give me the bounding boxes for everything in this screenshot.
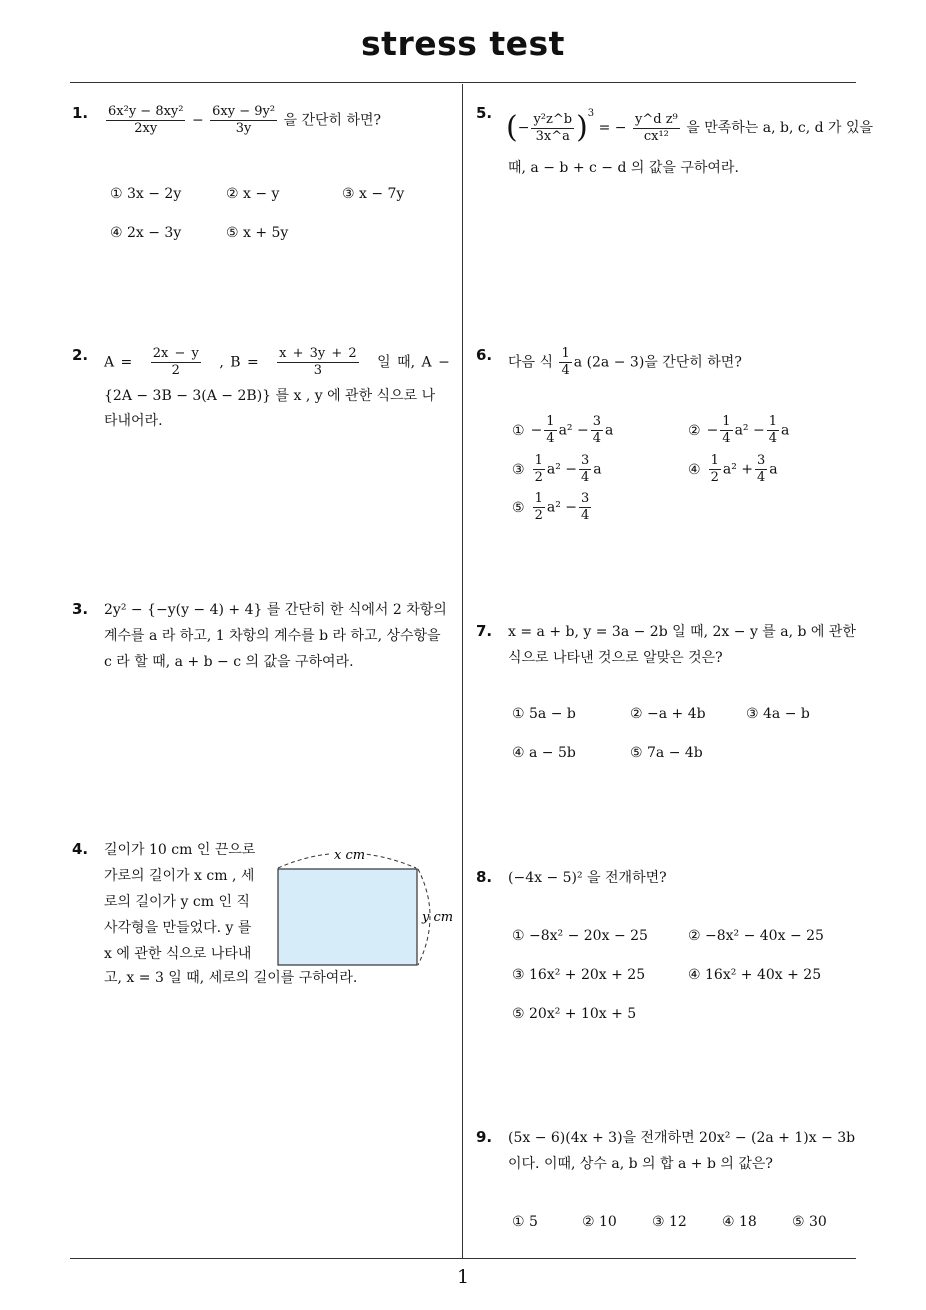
problem-number: 2.	[72, 346, 89, 364]
choice-4[interactable]: ④ a − 5b	[512, 745, 576, 761]
problem-stem: A = $\frac{2x - y}{2}$ , B = $\frac{x + 3y + 2}{3}$ 일 때, A −	[104, 346, 450, 378]
problem-stem-line: 때, a − b + c − d 의 값을 구하여라.	[508, 160, 739, 176]
fraction: $\frac{1}{4}$	[561, 346, 570, 378]
problem-number: 1.	[72, 104, 89, 122]
problem-stem-line: 계수를 a 라 하고, 1 차항의 계수를 b 라 하고, 상수항을	[104, 628, 441, 644]
footer-rule	[70, 1258, 856, 1259]
problem-stem: $\frac{\text{6x²y − 8xy²}}{2xy}$ − $\frac{\text{6xy − 9y²}}{3y}$ 을 간단히 하면?	[108, 104, 382, 136]
right-paren: )	[576, 110, 588, 145]
problem-stem-line: 길이가 10 cm 인 끈으로	[104, 842, 256, 858]
problem-stem-line: c 라 할 때, a + b − c 의 값을 구하여라.	[104, 654, 354, 670]
problem-stem-line: {2A − 3B − 3(A − 2B)} 를 x , y 에 관한 식으로 나	[104, 388, 436, 404]
problem-stem: (− $\frac{\text{y²z\textasciicircum{}b}}{3x\^{}a}$ )$^3$ = − $\frac{\text{y\textasciicircum{}d z⁹}}{\text{cx¹²}}$ 을 만족하는 a, b, c, d 가 있을	[506, 108, 874, 145]
fraction: $\frac{2x - y}{2}$	[152, 346, 199, 378]
choice-4[interactable]: ④ 2x − 3y	[110, 225, 182, 241]
choice-3[interactable]: ③ x − 7y	[342, 186, 405, 202]
choice-5[interactable]: ⑤ 20x² + 10x + 5	[512, 1006, 637, 1022]
choice-5[interactable]: ⑤ 30	[792, 1214, 827, 1230]
rectangle-figure	[270, 842, 462, 970]
choice-3[interactable]: ③ 12	[652, 1214, 687, 1230]
choice-5[interactable]: ⑤ 7a − 4b	[630, 745, 703, 761]
problem-number: 4.	[72, 840, 89, 858]
choice-4[interactable]: ④ 18	[722, 1214, 757, 1230]
problem-number: 3.	[72, 600, 89, 618]
problem-number: 6.	[476, 346, 493, 364]
problem-stem-line: 고, x = 3 일 때, 세로의 길이를 구하여라.	[104, 970, 358, 986]
problem-number: 9.	[476, 1128, 493, 1146]
header-rule	[70, 82, 856, 83]
choice-2[interactable]: ② − $\frac{1}{4}$ a² − $\frac{1}{4}$ a	[688, 414, 790, 446]
height-label: y cm	[422, 910, 454, 925]
rectangle-shape	[278, 869, 417, 965]
choice-1[interactable]: ① − $\frac{1}{4}$ a² − $\frac{3}{4}$ a	[512, 414, 614, 446]
choice-2[interactable]: ② 10	[582, 1214, 617, 1230]
problem-stem-line: 타내어라.	[104, 413, 163, 429]
choice-2[interactable]: ② x − y	[226, 186, 280, 202]
problem-stem-line: 식으로 나타낸 것으로 알맞은 것은?	[508, 650, 723, 666]
choice-1[interactable]: ① −8x² − 20x − 25	[512, 928, 648, 944]
fraction: $\frac{x + 3y + 2}{3}$	[279, 346, 357, 378]
problem-stem-line: 가로의 길이가 x cm , 세	[104, 868, 255, 884]
problem-stem-line: 사각형을 만들었다. y 를	[104, 920, 252, 936]
fraction: $\frac{\text{y²z\textasciicircum{}b}}{3x\^{}a}$	[533, 111, 573, 144]
choice-2[interactable]: ② −a + 4b	[630, 706, 706, 722]
fraction: $\frac{\text{6xy − 9y²}}{3y}$	[212, 104, 276, 136]
choice-4[interactable]: ④ $\frac{1}{2}$ a² + $\frac{3}{4}$ a	[688, 453, 778, 485]
problem-number: 7.	[476, 622, 493, 640]
choice-1[interactable]: ① 5a − b	[512, 706, 576, 722]
page-number: 1	[456, 1266, 470, 1288]
choice-1[interactable]: ① 3x − 2y	[110, 186, 182, 202]
fraction: $\frac{\text{y\textasciicircum{}d z⁹}}{\text{cx¹²}}$	[635, 111, 678, 144]
choice-1[interactable]: ① 5	[512, 1214, 538, 1230]
problem-number: 8.	[476, 868, 493, 886]
problem-stem-line: x = a + b, y = 3a − 2b 일 때, 2x − y 를 a, b 에 관한	[508, 624, 856, 640]
choice-5[interactable]: ⑤ x + 5y	[226, 225, 289, 241]
choice-3[interactable]: ③ $\frac{1}{2}$ a² − $\frac{3}{4}$ a	[512, 453, 602, 485]
problem-stem-line: 로의 길이가 y cm 인 직	[104, 894, 250, 910]
problem-stem-line: 2y² − {−y(y − 4) + 4} 를 간단히 한 식에서 2 차항의	[104, 602, 447, 618]
column-divider	[462, 84, 463, 1258]
problem-stem-line: x 에 관한 식으로 나타내	[104, 946, 252, 962]
choice-5[interactable]: ⑤ $\frac{1}{2}$ a² − $\frac{3}{4}$	[512, 491, 590, 523]
problem-stem-line: 이다. 이때, 상수 a, b 의 합 a + b 의 값은?	[508, 1156, 773, 1172]
choice-3[interactable]: ③ 4a − b	[746, 706, 810, 722]
problem-stem-line: (−4x − 5)² 을 전개하면?	[508, 870, 667, 886]
choice-2[interactable]: ② −8x² − 40x − 25	[688, 928, 824, 944]
page-title: stress test	[361, 24, 565, 63]
problem-stem-line: (5x − 6)(4x + 3)을 전개하면 20x² − (2a + 1)x − 3b	[508, 1130, 856, 1146]
fraction: $\frac{\text{6x²y − 8xy²}}{2xy}$	[108, 104, 184, 136]
problem-number: 5.	[476, 104, 493, 122]
width-label: x cm	[334, 848, 366, 863]
problem-stem: 다음 식 $\frac{1}{4}$ a (2a − 3)을 간단히 하면?	[508, 346, 742, 378]
choice-4[interactable]: ④ 16x² + 40x + 25	[688, 967, 822, 983]
choice-3[interactable]: ③ 16x² + 20x + 25	[512, 967, 646, 983]
left-paren: (	[506, 110, 518, 145]
